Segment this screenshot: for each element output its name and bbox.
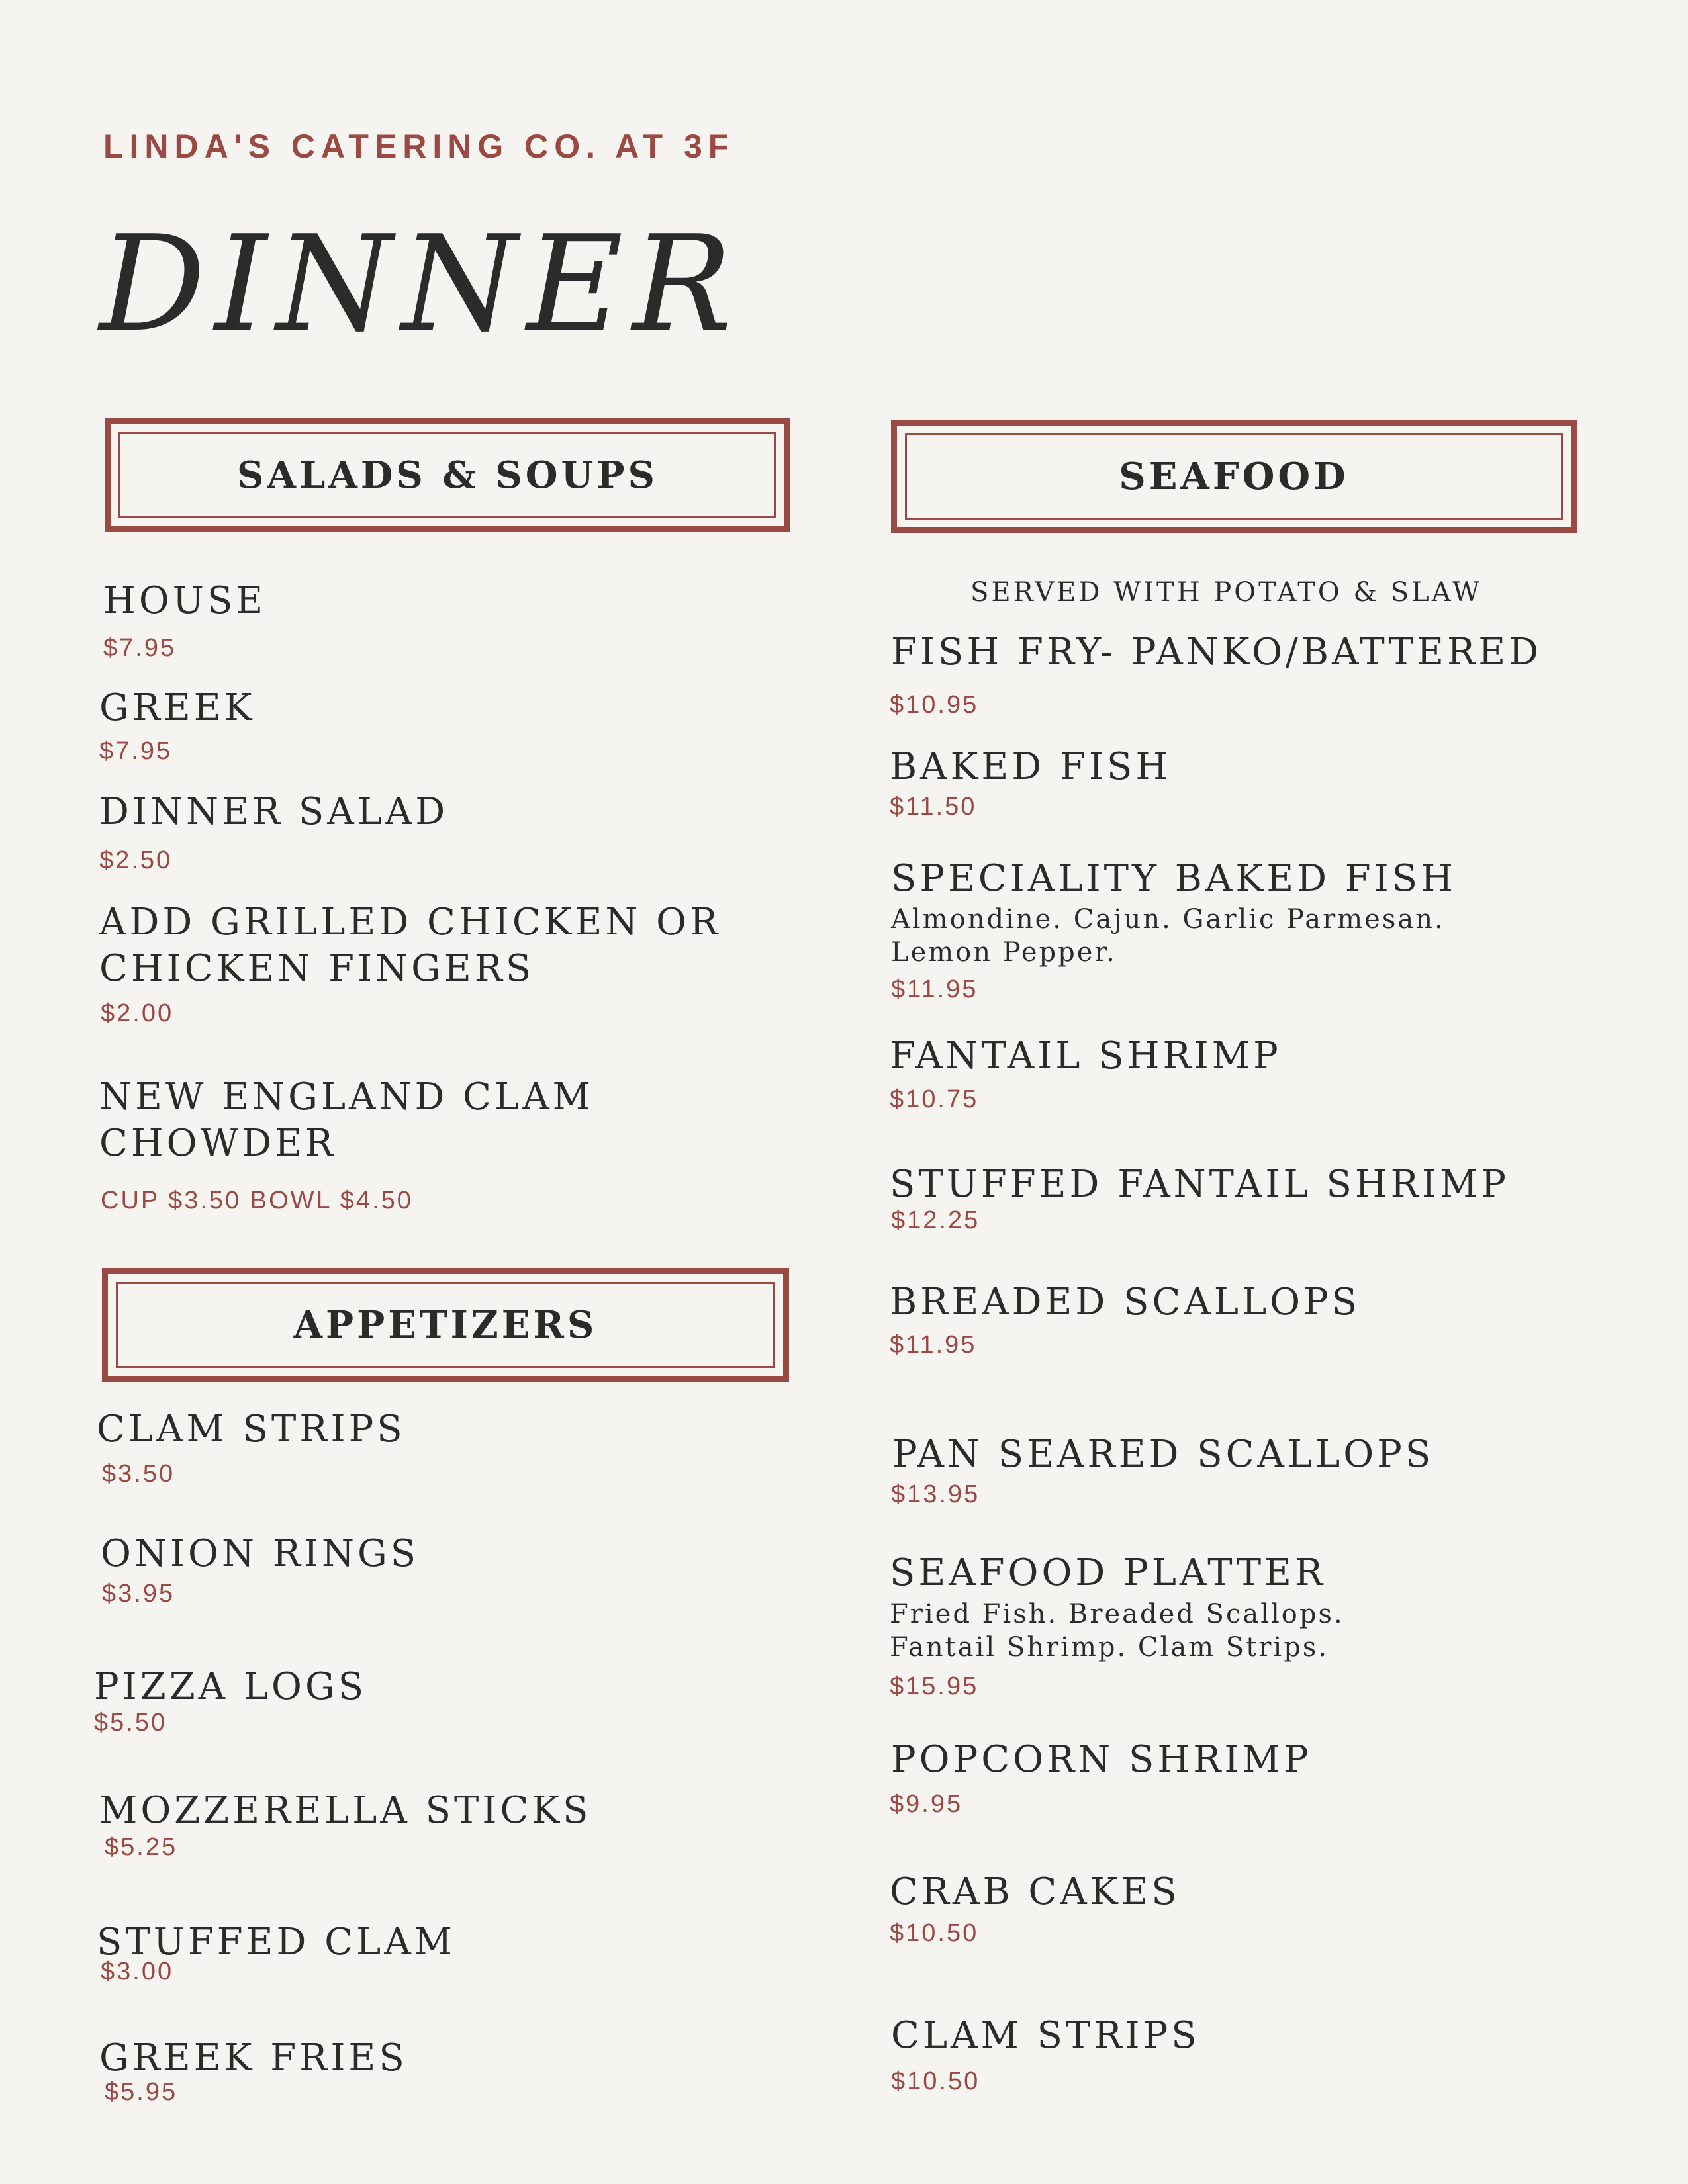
price-onion-rings: $3.95 [102, 1580, 175, 1608]
menu-item-crab-cakes: CRAB CAKES [890, 1870, 1180, 1913]
price-pizza-logs: $5.50 [94, 1709, 167, 1737]
price-popcorn-shrimp: $9.95 [890, 1790, 963, 1818]
menu-item-greek-fries: GREEK FRIES [99, 2036, 408, 2079]
appetizers-heading: APPETIZERS [293, 1303, 598, 1347]
menu-item-dinner-salad: DINNER SALAD [99, 790, 449, 833]
menu-item-clam-strips-seafood: CLAM STRIPS [891, 2014, 1200, 2057]
price-greek-fries: $5.95 [105, 2078, 178, 2106]
price-fish-fry: $10.95 [890, 691, 979, 719]
price-dinner-salad: $2.50 [99, 846, 173, 874]
menu-item-mozzerella-sticks: MOZZERELLA STICKS [99, 1789, 592, 1832]
price-stuffed-fantail-shrimp: $12.25 [891, 1206, 980, 1234]
menu-item-house: HOUSE [103, 579, 267, 622]
menu-item-add-chicken-line2: CHICKEN FINGERS [99, 947, 535, 990]
menu-item-seafood-platter: SEAFOOD PLATTER [890, 1551, 1327, 1594]
menu-item-add-chicken-line1: ADD GRILLED CHICKEN OR [99, 901, 722, 944]
price-house: $7.95 [103, 634, 177, 662]
seafood-heading: SEAFOOD [1119, 455, 1349, 498]
price-seafood-platter: $15.95 [890, 1672, 979, 1700]
price-crab-cakes: $10.50 [890, 1919, 979, 1947]
desc-seafood-platter-line1: Fried Fish. Breaded Scallops. [890, 1599, 1344, 1629]
menu-item-pan-seared-scallops: PAN SEARED SCALLOPS [892, 1433, 1434, 1476]
menu-item-fantail-shrimp: FANTAIL SHRIMP [890, 1034, 1282, 1077]
price-clam-strips-app: $3.50 [102, 1460, 175, 1488]
menu-item-breaded-scallops: BREADED SCALLOPS [890, 1281, 1361, 1324]
salads-soups-heading: SALADS & SOUPS [237, 453, 658, 497]
seafood-note: SERVED WITH POTATO & SLAW [970, 577, 1483, 608]
price-clam-strips-seafood: $10.50 [891, 2068, 980, 2095]
menu-item-clam-strips-app: CLAM STRIPS [97, 1408, 406, 1451]
menu-item-popcorn-shrimp: POPCORN SHRIMP [891, 1738, 1312, 1781]
price-breaded-scallops: $11.95 [890, 1331, 977, 1359]
price-pan-seared-scallops: $13.95 [891, 1480, 980, 1508]
appetizers-header-box [102, 1268, 789, 1382]
page-title: DINNER [99, 207, 741, 361]
price-clam-chowder: CUP $3.50 BOWL $4.50 [101, 1187, 413, 1214]
seafood-header-box [891, 420, 1577, 533]
price-stuffed-clam: $3.00 [101, 1958, 174, 1985]
menu-item-clam-chowder-line1: NEW ENGLAND CLAM [99, 1075, 594, 1118]
menu-item-stuffed-clam: STUFFED CLAM [97, 1921, 456, 1964]
menu-item-onion-rings: ONION RINGS [101, 1532, 420, 1575]
desc-seafood-platter-line2: Fantail Shrimp. Clam Strips. [890, 1632, 1329, 1662]
price-baked-fish: $11.50 [890, 793, 977, 821]
menu-item-greek: GREEK [99, 686, 256, 729]
salads-soups-header-box [105, 418, 790, 532]
menu-item-fish-fry: FISH FRY- PANKO/BATTERED [891, 631, 1542, 674]
menu-item-pizza-logs: PIZZA LOGS [94, 1665, 367, 1708]
price-speciality-baked-fish: $11.95 [891, 976, 978, 1003]
desc-speciality-baked-fish-line1: Almondine. Cajun. Garlic Parmesan. [891, 904, 1445, 934]
price-fantail-shrimp: $10.75 [890, 1085, 979, 1113]
price-mozzerella-sticks: $5.25 [105, 1833, 178, 1861]
price-greek: $7.95 [99, 737, 173, 765]
menu-item-clam-chowder-line2: CHOWDER [99, 1122, 337, 1165]
menu-item-stuffed-fantail-shrimp: STUFFED FANTAIL SHRIMP [890, 1163, 1509, 1206]
desc-speciality-baked-fish-line2: Lemon Pepper. [891, 937, 1117, 968]
brand-name: LINDA'S CATERING CO. AT 3F [103, 128, 735, 165]
menu-item-baked-fish: BAKED FISH [890, 745, 1172, 788]
price-add-chicken: $2.00 [101, 999, 174, 1027]
menu-item-speciality-baked-fish: SPECIALITY BAKED FISH [891, 857, 1456, 900]
